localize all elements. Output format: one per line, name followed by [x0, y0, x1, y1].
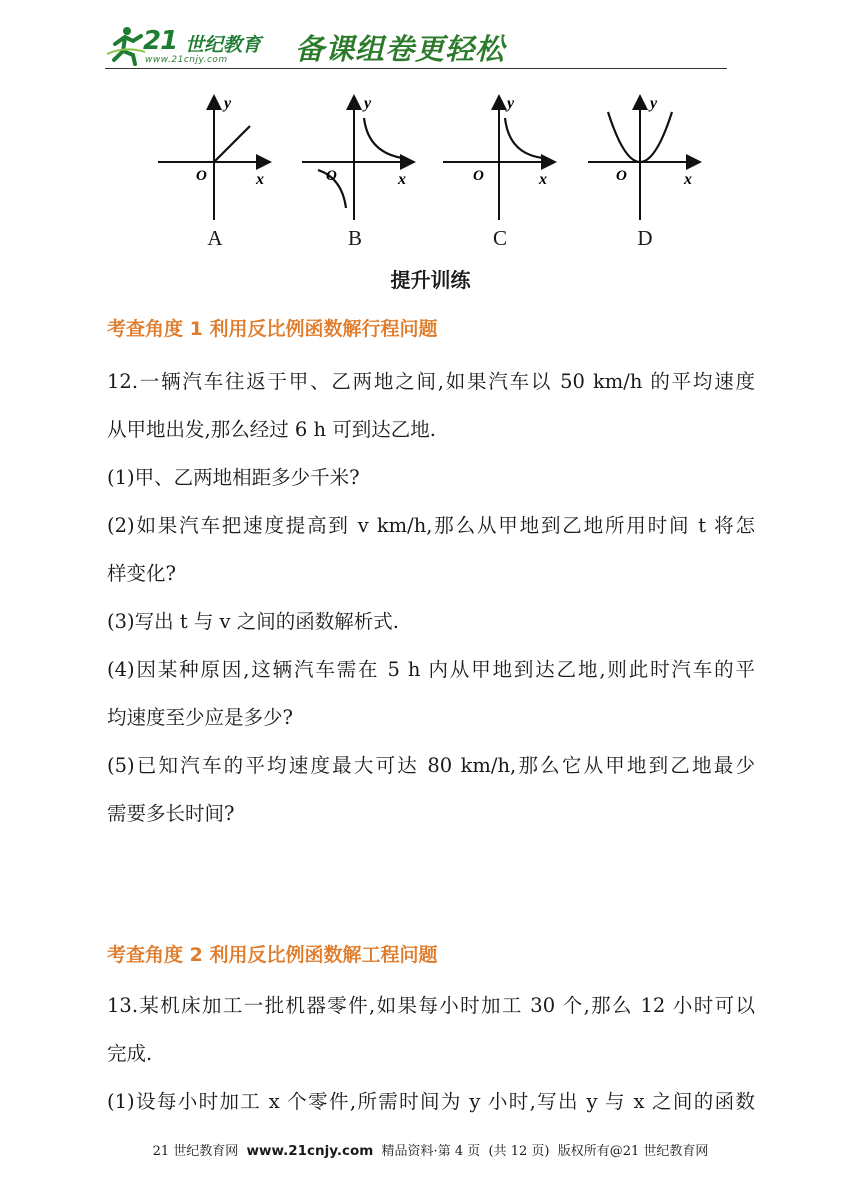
graph-d-svg	[580, 90, 710, 220]
graph-b-svg	[290, 90, 420, 220]
q13-part-1: (1)设每小时加工 x 个零件,所需时间为 y 小时,写出 y 与 x 之间的函数	[107, 1090, 755, 1113]
graph-c-origin-label: O	[473, 168, 484, 184]
q13-stem-line-1: 13.某机床加工一批机器零件,如果每小时加工 30 个,那么 12 小时可以	[107, 994, 755, 1017]
graph-a-x-label: x	[256, 171, 264, 188]
graph-c-svg	[435, 90, 565, 220]
logo-url[interactable]: www.21cnjy.com	[145, 55, 228, 65]
graph-c-x-label: x	[539, 171, 547, 188]
graph-d-label: D	[637, 226, 653, 250]
logo-name: 世纪教育	[185, 34, 262, 56]
q12-part-2-line-2: 样变化?	[107, 562, 176, 585]
graph-d-x-label: x	[684, 171, 692, 188]
graph-b-y-label: y	[364, 95, 372, 112]
graph-d-origin-label: O	[616, 168, 627, 184]
q12-part-1: (1)甲、乙两地相距多少千米?	[107, 466, 360, 489]
graph-option-a	[150, 90, 280, 255]
graph-options	[150, 90, 710, 255]
graph-b-curve-upper	[364, 118, 402, 158]
graph-b-label: B	[347, 226, 362, 250]
q12-part-4-line-2: 均速度至少应是多少?	[107, 706, 293, 729]
graph-option-c	[435, 90, 565, 255]
page-footer	[0, 1140, 861, 1159]
graph-a-y-label: y	[224, 95, 232, 112]
graph-a-svg	[150, 90, 280, 220]
graph-a-label: A	[207, 226, 223, 250]
angle-1-heading: 考查角度 1 利用反比例函数解行程问题	[107, 318, 438, 340]
footer-url[interactable]: www.21cnjy.com	[246, 1143, 374, 1159]
section-title: 提升训练	[390, 268, 471, 292]
graph-a-origin-label: O	[196, 168, 207, 184]
q13-stem-line-2: 完成.	[107, 1042, 153, 1065]
q12-part-2-line-1: (2)如果汽车把速度提高到 v km/h,那么从甲地到乙地所用时间 t 将怎	[107, 514, 755, 537]
footer-right: 精品资料·第 4 页 (共 12 页) 版权所有@21 世纪教育网	[373, 1144, 709, 1159]
graph-c-label: C	[492, 226, 507, 250]
graph-option-d	[580, 90, 710, 255]
graph-d-y-label: y	[650, 95, 658, 112]
header-slogan: 备课组卷更轻松	[295, 32, 506, 66]
header-divider	[105, 68, 727, 69]
graph-a-curve	[214, 126, 250, 162]
angle-2-heading: 考查角度 2 利用反比例函数解工程问题	[107, 944, 438, 966]
graph-b-origin-label: O	[326, 168, 337, 184]
q12-stem-line-1: 12.一辆汽车往返于甲、乙两地之间,如果汽车以 50 km/h 的平均速度	[107, 370, 755, 393]
q12-part-5-line-2: 需要多长时间?	[107, 802, 235, 825]
graph-c-curve	[505, 118, 543, 158]
q12-part-3: (3)写出 t 与 v 之间的函数解析式.	[107, 610, 399, 633]
logo-number: 21	[143, 26, 178, 56]
graph-c-y-label: y	[507, 95, 515, 112]
page-header	[105, 24, 725, 70]
graph-b-x-label: x	[398, 171, 406, 188]
footer-left: 21 世纪教育网	[152, 1144, 247, 1159]
graph-option-b	[290, 90, 420, 255]
q12-stem-line-2: 从甲地出发,那么经过 6 h 可到达乙地.	[107, 418, 436, 441]
q12-part-4-line-1: (4)因某种原因,这辆汽车需在 5 h 内从甲地到达乙地,则此时汽车的平	[107, 658, 755, 681]
q12-part-5-line-1: (5)已知汽车的平均速度最大可达 80 km/h,那么它从甲地到乙地最少	[107, 754, 755, 777]
